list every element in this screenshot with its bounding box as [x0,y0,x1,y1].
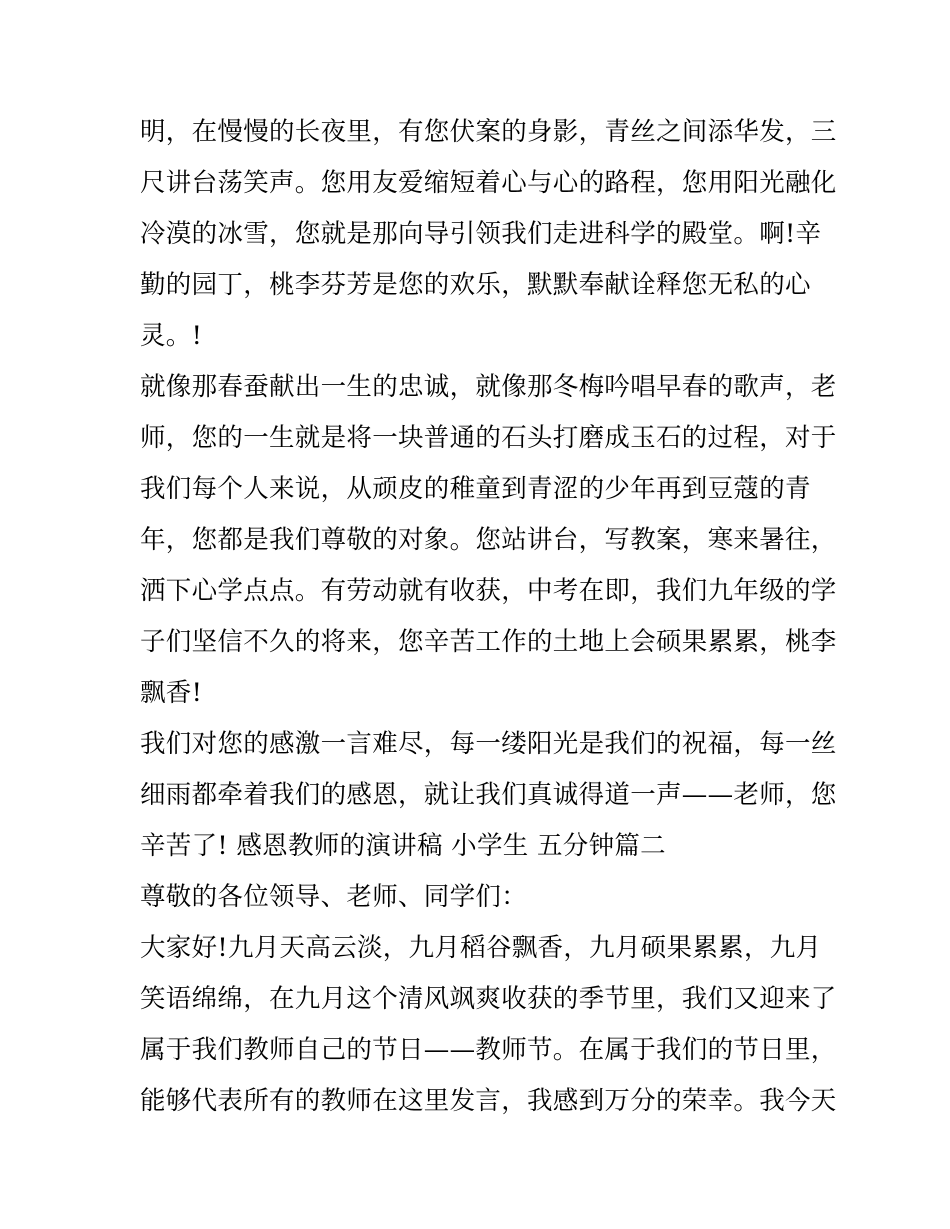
text-line: 师，您的一生就是将一块普通的石头打磨成玉石的过程，对于 [140,423,837,453]
text-line: 子们坚信不久的将来，您辛苦工作的土地上会硕果累累，桃李 [140,627,837,657]
text-line: 洒下心学点点。有劳动就有收获，中考在即，我们九年级的学 [140,576,837,606]
text-line: 我们对您的感激一言难尽，每一缕阳光是我们的祝福，每一丝 [140,729,837,759]
text-line: 笑语绵绵，在九月这个清风飒爽收获的季节里，我们又迎来了 [140,984,837,1014]
text-line: 尊敬的各位领导、老师、同学们： [140,882,528,912]
text-line: 我们每个人来说，从顽皮的稚童到青涩的少年再到豆蔻的青 [140,474,811,504]
text-line: 明，在慢慢的长夜里，有您伏案的身影，青丝之间添华发，三 [140,117,837,147]
text-line: 能够代表所有的教师在这里发言，我感到万分的荣幸。我今天 [140,1086,837,1116]
text-line: 灵。! [140,321,203,351]
text-line: 大家好!九月天高云淡，九月稻谷飘香，九月硕果累累，九月 [140,933,822,963]
text-line: 就像那春蚕献出一生的忠诚，就像那冬梅吟唱早春的歌声，老 [140,372,837,402]
text-line: 辛苦了! 感恩教师的演讲稿 小学生 五分钟篇二 [140,831,666,861]
body-text [140,107,837,1127]
text-line: 年，您都是我们尊敬的对象。您站讲台，写教案，寒来暑往， [140,525,837,555]
text-line: 勤的园丁，桃李芬芳是您的欢乐，默默奉献诠释您无私的心 [140,270,811,300]
text-line: 飘香! [140,678,203,708]
text-line: 尺讲台荡笑声。您用友爱缩短着心与心的路程，您用阳光融化 [140,168,837,198]
text-line: 冷漠的冰雪，您就是那向导引领我们走进科学的殿堂。啊!辛 [140,219,822,249]
text-line: 细雨都牵着我们的感恩，就让我们真诚得道一声——老师，您 [140,780,837,810]
text-line: 属于我们教师自己的节日——教师节。在属于我们的节日里， [140,1035,837,1065]
